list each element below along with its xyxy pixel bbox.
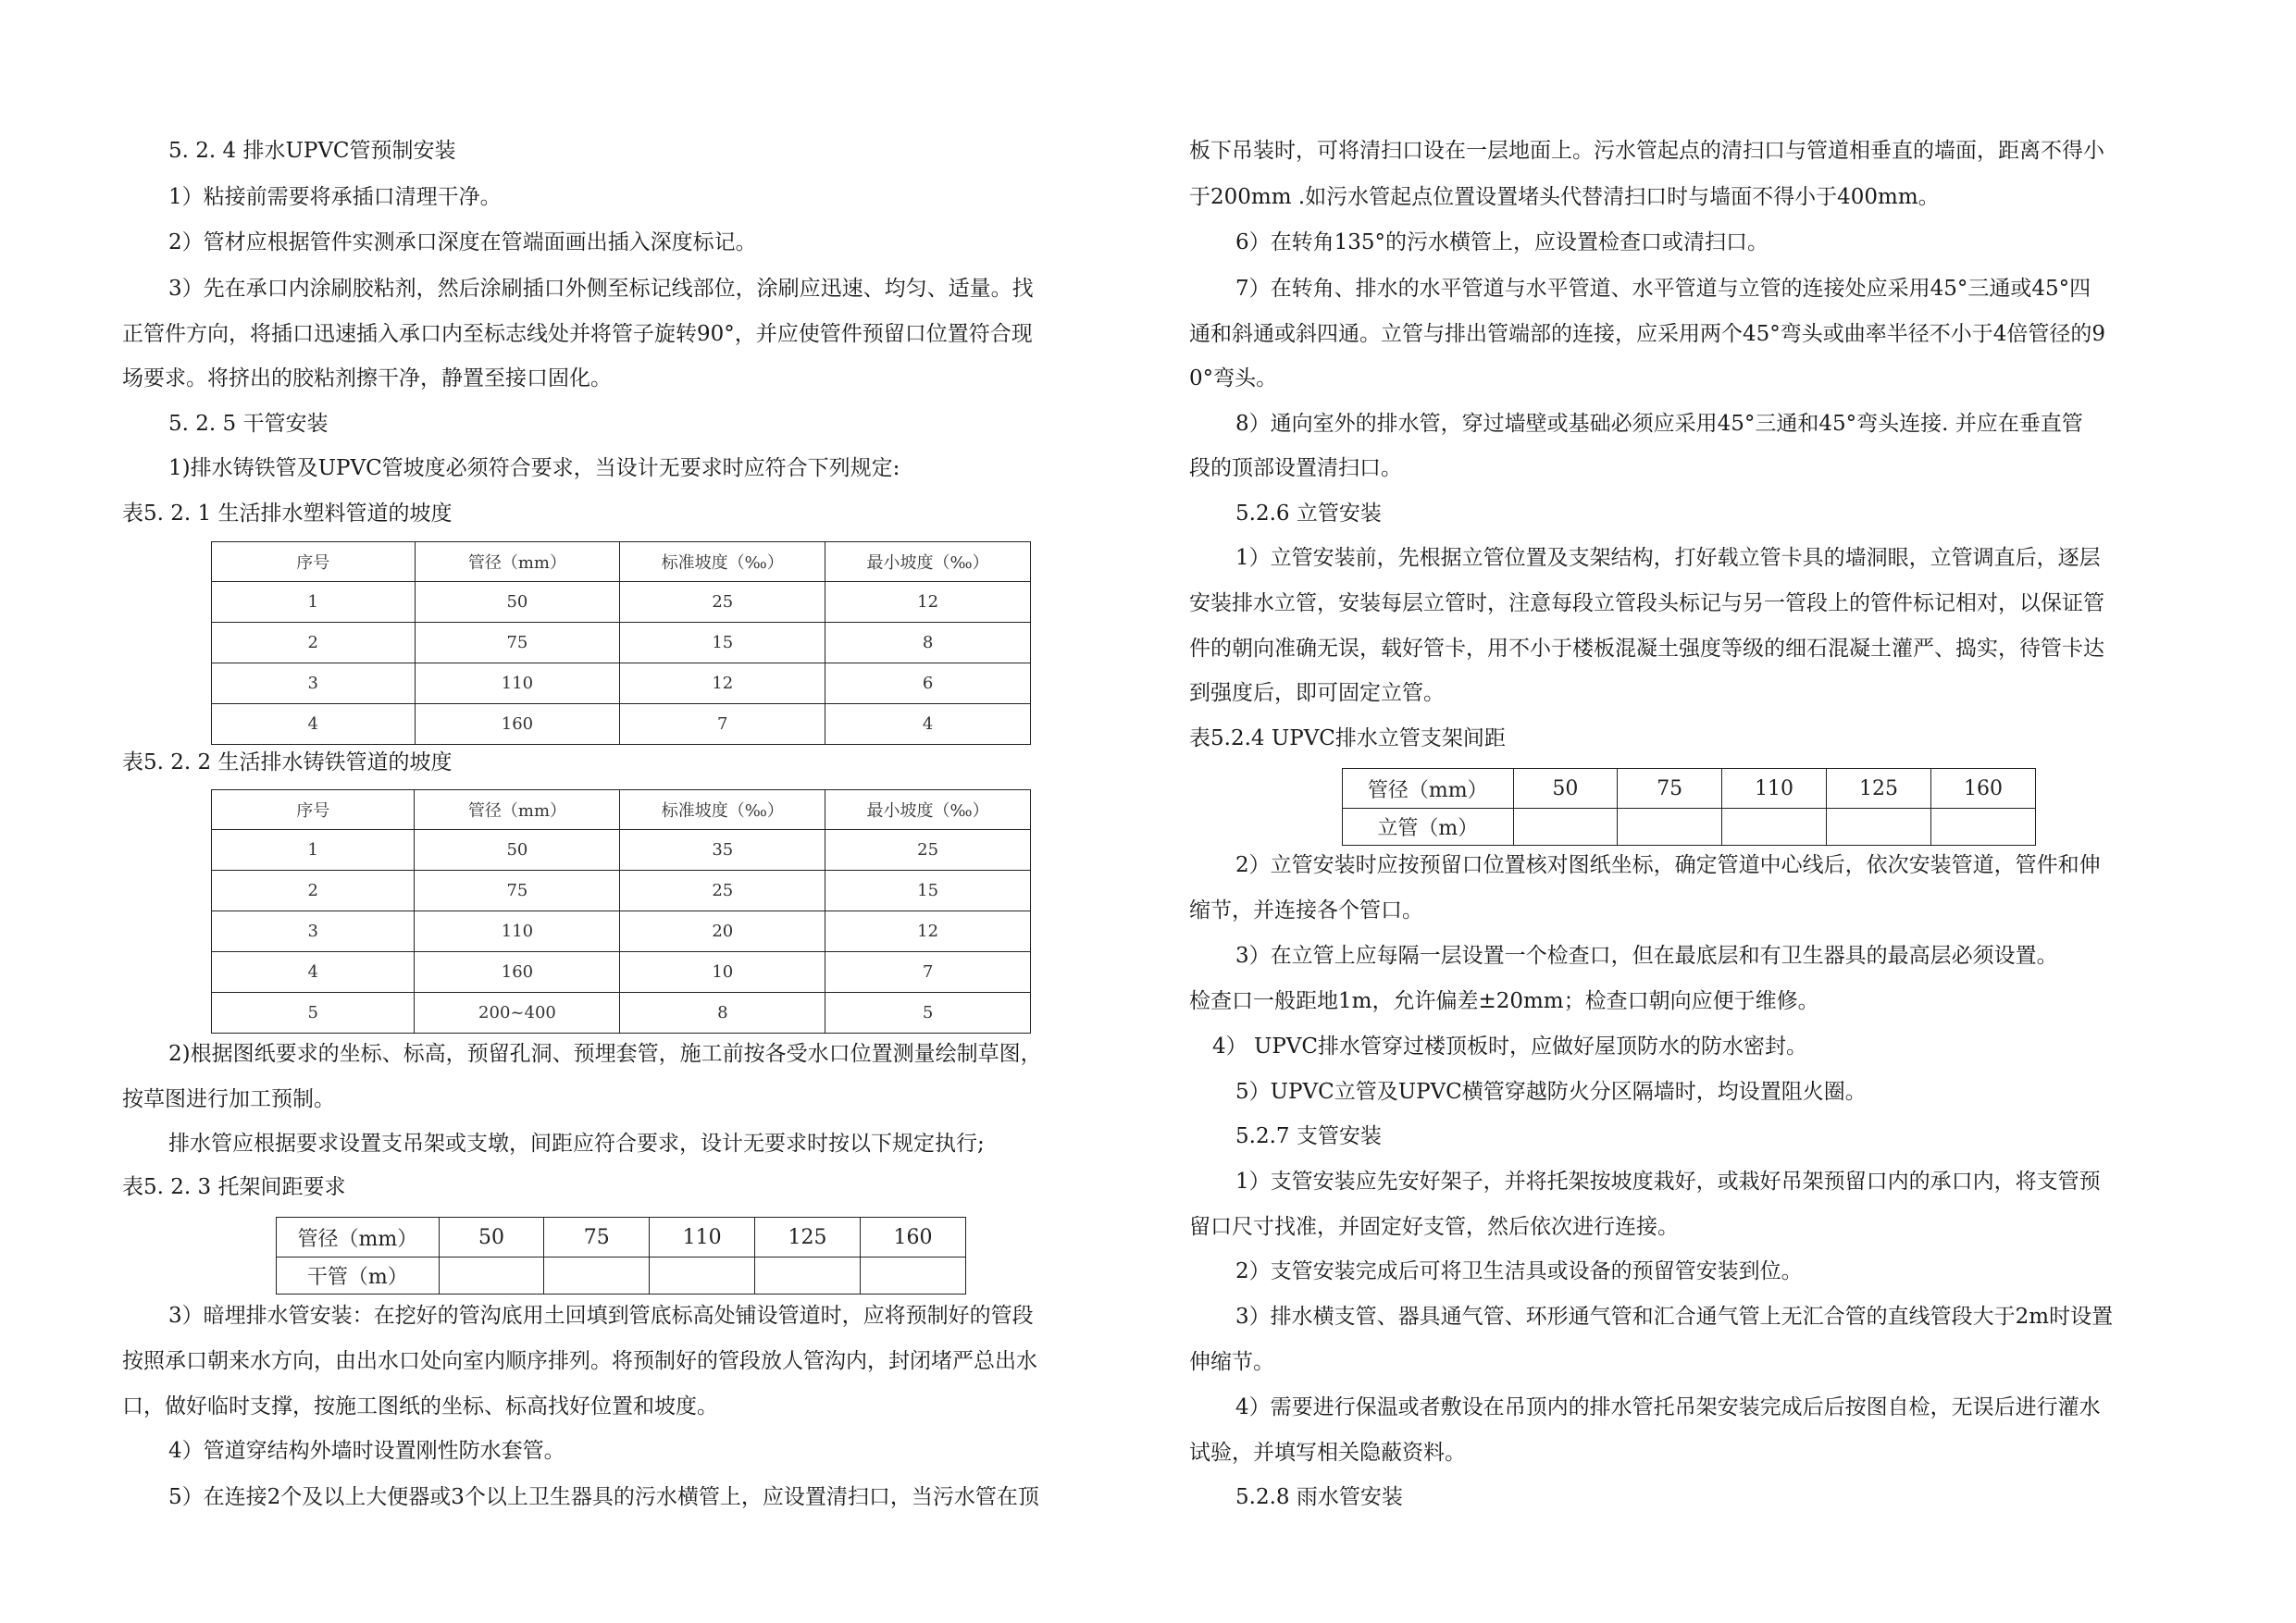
paragraph-line: 3）排水横支管、器具通气管、环形通气管和汇合通气管上无汇合管的直线管段大于2m时设置 (1235, 1305, 2114, 1329)
table-cell: 1 (212, 830, 415, 871)
table-header-cell: 管径（mm） (415, 790, 620, 830)
table-cell: 3 (212, 663, 416, 704)
table-cell: 75 (1618, 769, 1722, 809)
table-cell: 10 (620, 952, 825, 993)
paragraph-line: 板下吊装时，可将清扫口设在一层地面上。污水管起点的清扫口与管道相垂直的墙面，距离不得小 (1189, 139, 2104, 163)
table-cell: 2 (212, 871, 415, 911)
table-row (212, 830, 1031, 871)
paragraph-line: 缩节，并连接各个管口。 (1189, 898, 1423, 923)
table-cell: 5 (825, 993, 1031, 1034)
table-cell (755, 1258, 861, 1295)
paragraph-line: 1）支管安装应先安好架子，并将托架按坡度栽好，或栽好吊架预留口内的承口内，将支管预 (1235, 1170, 2101, 1194)
table-cell: 15 (620, 623, 825, 663)
paragraph-line: 排水管应根据要求设置支吊架或支墩，间距应符合要求，设计无要求时按以下规定执行; (168, 1132, 985, 1156)
section-heading-5-2-7: 5.2.7 支管安装 (1235, 1124, 1382, 1148)
table-cell: 35 (620, 830, 825, 871)
table-riser-support-spacing (1342, 768, 2036, 846)
table-cell: 75 (415, 871, 620, 911)
table-header-cell: 序号 (212, 790, 415, 830)
table-cell: 12 (825, 582, 1031, 623)
paragraph-line: 5）在连接2个及以上大便器或3个以上卫生器具的污水横管上，应设置清扫口，当污水管在顶 (168, 1485, 1039, 1509)
table-cell: 7 (825, 952, 1031, 993)
table-cell: 50 (415, 582, 620, 623)
section-heading-5-2-5: 5. 2. 5 干管安装 (168, 412, 329, 436)
table-header-cell: 序号 (212, 542, 416, 582)
table-cell (544, 1258, 650, 1295)
table-cell: 立管（m） (1343, 809, 1514, 846)
table-cell: 管径（mm） (1343, 769, 1514, 809)
table-cell: 20 (620, 911, 825, 952)
table-row (212, 663, 1031, 704)
paragraph-line: 检查口一般距地1m，允许偏差±20mm；检查口朝向应便于维修。 (1189, 989, 1819, 1013)
paragraph-line: 4）管道穿结构外墙时设置刚性防水套管。 (168, 1439, 565, 1463)
table-cell: 125 (1827, 769, 1931, 809)
paragraph-line: 3）先在承口内涂刷胶粘剂，然后涂刷插口外侧至标记线部位，涂刷应迅速、均匀、适量。找 (168, 277, 1034, 301)
table-cell: 160 (415, 952, 620, 993)
paragraph-line: 5）UPVC立管及UPVC横管穿越防火分区隔墙时，均设置阻火圈。 (1235, 1080, 1867, 1104)
table-row (212, 952, 1031, 993)
paragraph-line: 到强度后，即可固定立管。 (1189, 681, 1445, 705)
paragraph-line: 4）需要进行保温或者敷设在吊顶内的排水管托吊架安装完成后后按图自检，无误后进行灌水 (1235, 1395, 2101, 1419)
table-header-cell: 标准坡度（‰） (620, 542, 825, 582)
table-cell: 25 (620, 582, 825, 623)
paragraph-line: 2）管材应根据管件实测承口深度在管端面画出插入深度标记。 (168, 230, 757, 254)
table-cell: 50 (439, 1218, 544, 1258)
table-caption-5-2-2: 表5. 2. 2 生活排水铸铁管道的坡度 (122, 750, 453, 774)
table-cell: 管径（mm） (277, 1218, 440, 1258)
table-cell (650, 1258, 755, 1295)
paragraph-line: 通和斜通或斜四通。立管与排出管端部的连接，应采用两个45°弯头或曲率半径不小于4倍管径的9 (1189, 322, 2106, 346)
table-cell (1513, 809, 1618, 846)
paragraph-line: 1)排水铸铁管及UPVC管坡度必须符合要求，当设计无要求时应符合下列规定: (168, 456, 900, 480)
paragraph-line: 伸缩节。 (1189, 1350, 1274, 1374)
table-cell: 110 (415, 911, 620, 952)
table-cell: 6 (825, 663, 1031, 704)
paragraph-line: 7）在转角、排水的水平管道与水平管道、水平管道与立管的连接处应采用45°三通或45°四 (1235, 277, 2091, 301)
table-cell (1827, 809, 1931, 846)
table-cell: 8 (620, 993, 825, 1034)
table-header-cell: 最小坡度（‰） (825, 542, 1031, 582)
table-cell: 200~400 (415, 993, 620, 1034)
table-cell: 110 (415, 663, 620, 704)
paragraph-line: 试验，并填写相关隐蔽资料。 (1189, 1441, 1466, 1465)
paragraph-line: 按照承口朝来水方向，由出水口处向室内顺序排列。将预制好的管段放人管沟内，封闭堵严总出水 (122, 1349, 1037, 1373)
table-cell: 125 (755, 1218, 861, 1258)
section-heading-5-2-6: 5.2.6 立管安装 (1235, 502, 1382, 526)
table-row (212, 993, 1031, 1034)
table-cell: 110 (1722, 769, 1827, 809)
table-cell (1722, 809, 1827, 846)
table-cast-iron-drain-slope (211, 789, 1031, 1034)
table-cell: 干管（m） (277, 1258, 440, 1295)
paragraph-line: 场要求。将挤出的胶粘剂擦干净，静置至接口固化。 (122, 366, 612, 390)
table-cell: 4 (212, 952, 415, 993)
table-cell: 25 (825, 830, 1031, 871)
table-header-cell: 管径（mm） (415, 542, 620, 582)
table-cell (439, 1258, 544, 1295)
paragraph-line: 2)根据图纸要求的坐标、标高，预留孔洞、预埋套管，施工前按各受水口位置测量绘制草图， (168, 1042, 1042, 1066)
table-caption-5-2-1: 表5. 2. 1 生活排水塑料管道的坡度 (122, 502, 453, 526)
table-cell: 7 (620, 704, 825, 745)
paragraph-line: 安装排水立管，安装每层立管时，注意每段立管段头标记与另一管段上的管件标记相对，以保证管 (1189, 591, 2104, 615)
table-cell: 4 (212, 704, 416, 745)
table-cell (861, 1258, 966, 1295)
paragraph-line: 正管件方向，将插口迅速插入承口内至标志线处并将管子旋转90°，并应使管件预留口位置符合现 (122, 322, 1033, 346)
table-cell (1931, 809, 2036, 846)
table-cell: 50 (1513, 769, 1618, 809)
paragraph-line: 0°弯头。 (1189, 366, 1278, 390)
paragraph-line: 2）立管安装时应按预留口位置核对图纸坐标，确定管道中心线后，依次安装管道，管件和伸 (1235, 853, 2101, 877)
paragraph-line: 1）立管安装前，先根据立管位置及支架结构，打好载立管卡具的墙洞眼，立管调直后，逐层 (1235, 546, 2101, 570)
paragraph-line: 6）在转角135°的污水横管上，应设置检查口或清扫口。 (1235, 230, 1769, 254)
table-cell (1618, 809, 1722, 846)
paragraph-line: 3）暗埋排水管安装：在挖好的管沟底用土回填到管底标高处铺设管道时，应将预制好的管段 (168, 1304, 1034, 1328)
table-cell: 75 (415, 623, 620, 663)
table-row (212, 704, 1031, 745)
table-caption-5-2-3: 表5. 2. 3 托架间距要求 (122, 1175, 346, 1199)
paragraph-line: 8）通向室外的排水管，穿过墙壁或基础必须应采用45°三通和45°弯头连接. 并应在垂直管 (1235, 412, 2083, 436)
table-cell: 160 (1931, 769, 2036, 809)
paragraph-line: 1）粘接前需要将承插口清理干净。 (168, 185, 502, 209)
section-heading-5-2-4: 5. 2. 4 排水UPVC管预制安装 (168, 139, 456, 163)
table-support-spacing (276, 1217, 966, 1295)
table-row (212, 871, 1031, 911)
table-cell: 50 (415, 830, 620, 871)
table-cell: 8 (825, 623, 1031, 663)
table-cell: 4 (825, 704, 1031, 745)
table-row (212, 582, 1031, 623)
table-cell: 15 (825, 871, 1031, 911)
paragraph-line: 2）支管安装完成后可将卫生洁具或设备的预留管安装到位。 (1235, 1259, 1803, 1283)
table-cell: 12 (620, 663, 825, 704)
paragraph-line: 口，做好临时支撑，按施工图纸的坐标、标高找好位置和坡度。 (122, 1394, 718, 1419)
table-cell: 1 (212, 582, 416, 623)
paragraph-line: 段的顶部设置清扫口。 (1189, 456, 1402, 480)
table-cell: 2 (212, 623, 416, 663)
table-header-cell: 最小坡度（‰） (825, 790, 1031, 830)
table-cell: 12 (825, 911, 1031, 952)
paragraph-line: 按草图进行加工预制。 (122, 1087, 335, 1111)
paragraph-line: 留口尺寸找准，并固定好支管，然后依次进行连接。 (1189, 1215, 1679, 1239)
paragraph-line: 件的朝向准确无误，载好管卡，用不小于楼板混凝土强度等级的细石混凝土灌严、捣实，待管卡达 (1189, 637, 2104, 661)
table-header-cell: 标准坡度（‰） (620, 790, 825, 830)
section-heading-5-2-8: 5.2.8 雨水管安装 (1235, 1485, 1403, 1509)
table-caption-5-2-4: 表5.2.4 UPVC排水立管支架间距 (1189, 726, 1506, 750)
table-cell: 3 (212, 911, 415, 952)
paragraph-line: 3）在立管上应每隔一层设置一个检查口，但在最底层和有卫生器具的最高层必须设置。 (1235, 944, 2058, 968)
table-cell: 110 (650, 1218, 755, 1258)
table-cell: 25 (620, 871, 825, 911)
table-cell: 160 (861, 1218, 966, 1258)
paragraph-line: 于200mm .如污水管起点位置设置堵头代替清扫口时与墙面不得小于400mm。 (1189, 185, 1940, 209)
table-cell: 5 (212, 993, 415, 1034)
table-row (212, 623, 1031, 663)
paragraph-line: 4） UPVC排水管穿过楼顶板时，应做好屋顶防水的防水密封。 (1212, 1035, 1808, 1059)
table-row (212, 911, 1031, 952)
table-cell: 75 (544, 1218, 650, 1258)
table-plastic-drain-slope (211, 541, 1031, 745)
table-cell: 160 (415, 704, 620, 745)
